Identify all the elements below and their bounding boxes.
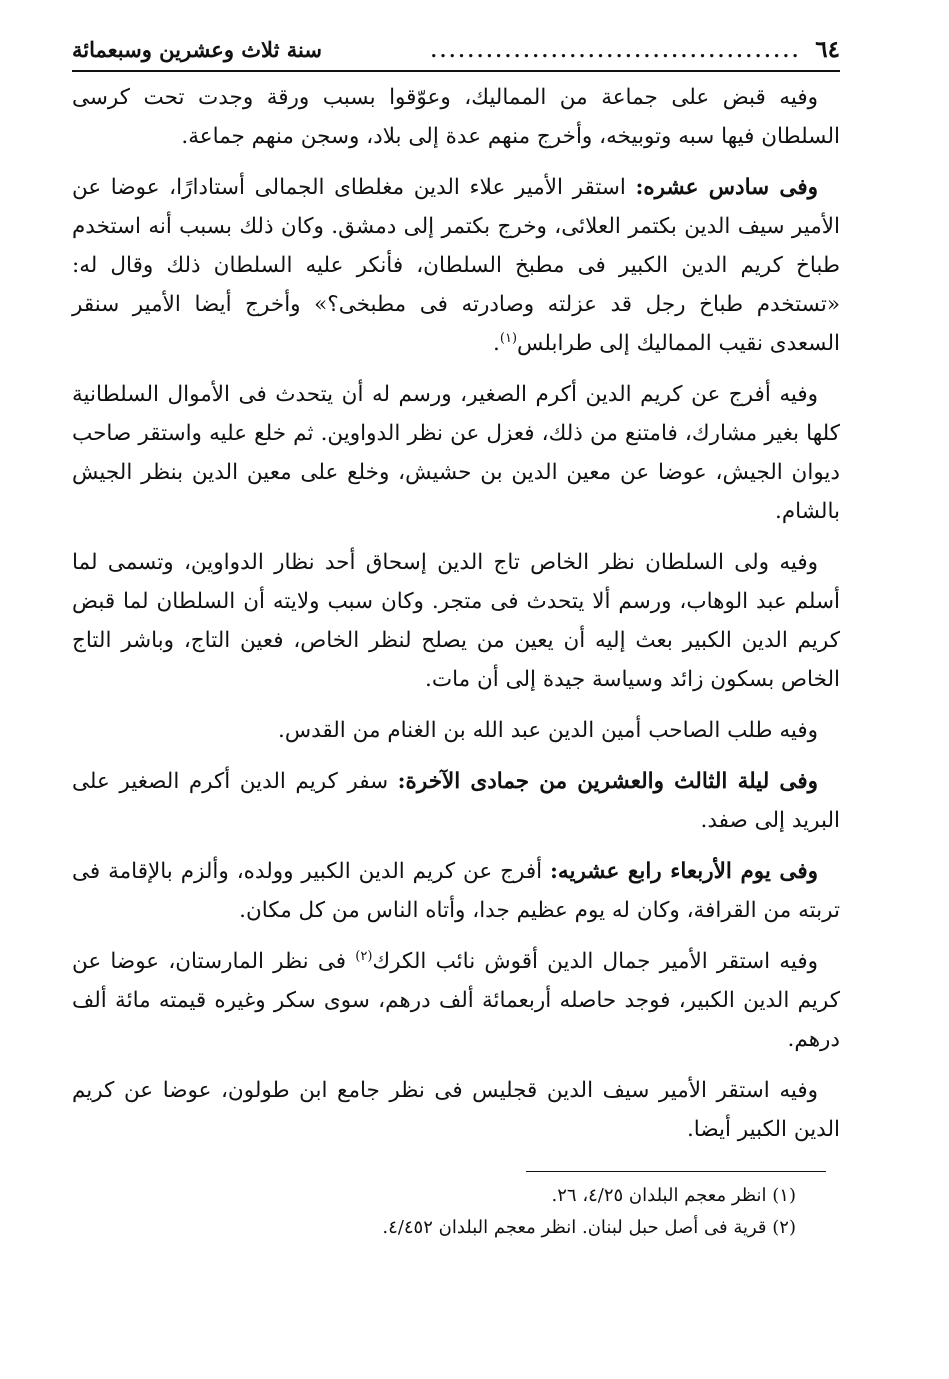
footnotes [72,1180,796,1244]
paragraph-3 [72,375,840,531]
footnote-ref-2[interactable]: (٢) [355,948,373,964]
paragraph-text: وفيه طلب الصاحب أمين الدين عبد الله بن الغنام من القدس. [278,718,818,743]
paragraph-4 [72,543,840,699]
paragraph-text: أفرج عن كريم الدين الكبير وولده، وألزم بالإقامة فى تربته من القرافة، وكان له يوم عظيم جدا، وأتاه الناس من كل مكان. [72,859,840,923]
paragraph-tail: فى نظر المارستان، عوضا عن كريم الدين الكبير، فوجد حاصله أربعمائة ألف درهم، سوى سكر وغيره قيمته مائة ألف درهم. [72,949,840,1052]
paragraph-lead: وفى ليلة الثالث والعشرين من جمادى الآخرة: [397,769,819,794]
footnote-divider [526,1171,826,1172]
header-dot-leader: ........................................ [430,41,802,62]
page-number: ٦٤ [815,36,840,63]
paragraph-text: وفيه استقر الأمير جمال الدين أقوش نائب الكرك [372,949,818,974]
footnote-2: (٢) قرية فى أصل حبل لبنان. انظر معجم البلدان ٤/٤٥٢. [382,1217,796,1238]
paragraph-9 [72,1071,840,1149]
paragraph-text: سفر كريم الدين أكرم الصغير على البريد إلى صفد. [72,769,840,833]
paragraph-6 [72,762,840,840]
paragraph-text: وفيه استقر الأمير سيف الدين قجليس فى نظر جامع ابن طولون، عوضا عن كريم الدين الكبير أيضا. [72,1078,840,1142]
paragraph-2 [72,168,840,363]
paragraph-text: وفيه قبض على جماعة من المماليك، وعوّقوا بسبب ورقة وجدت تحت كرسى السلطان فيها سبه وتوبيخه، وأخرج منهم عدة إلى بلاد، وسجن منهم جماعة. [72,85,840,149]
running-header [72,30,840,72]
paragraph-lead: وفى يوم الأربعاء رابع عشريه: [550,859,818,884]
paragraph-1 [72,78,840,156]
paragraph-tail: . [493,331,500,356]
paragraph-8 [72,942,840,1059]
paragraph-text: استقر الأمير علاء الدين مغلطاى الجمالى أستادارًا، عوضا عن الأمير سيف الدين بكتمر العلائى، وخرج بكتمر إلى دمشق. وكان ذلك بسبب أنه استخدم طباخ كريم الدين الكبير فى مطبخ السلطان، فأنكر عليه السلطان ذلك وقال له: «تستخدم طباخ رجل قد عزلته وصادرته فى مطبخى؟» وأخرج أيضا الأمير سنقر السعدى نقيب المماليك إلى طرابلس [72,175,840,356]
running-title: سنة ثلاث وعشرين وسبعمائة [72,37,322,62]
paragraph-5 [72,711,840,750]
footnote-ref-1[interactable]: (١) [499,330,518,346]
footnote-1: (١) انظر معجم البلدان ٤/٢٥، ٢٦. [551,1185,796,1206]
book-page [72,30,840,1244]
paragraph-text: وفيه ولى السلطان نظر الخاص تاج الدين إسحاق أحد نظار الدواوين، وتسمى لما أسلم عبد الوهاب، ورسم ألا يتحدث فى متجر. وكان سبب ولايته أن السلطان لما قبض كريم الدين الكبير بعث إليه أن يعين من يصلح لنظر الخاص، فعين التاج، وباشر التاج الخاص بسكون زائد وسياسة جيدة إلى أن مات. [72,550,840,692]
paragraph-lead: وفى سادس عشره: [635,175,818,200]
paragraph-7 [72,852,840,930]
paragraph-text: وفيه أفرج عن كريم الدين أكرم الصغير، ورسم له أن يتحدث فى الأموال السلطانية كلها بغير مشارك، فامتنع من ذلك، فعزل عن نظر الدواوين. ثم خلع عليه واستقر صاحب ديوان الجيش، عوضا عن معين الدين بن حشيش، وخلع على معين الدين بنظر الجيش بالشام. [72,382,840,524]
page-body [72,78,840,1149]
